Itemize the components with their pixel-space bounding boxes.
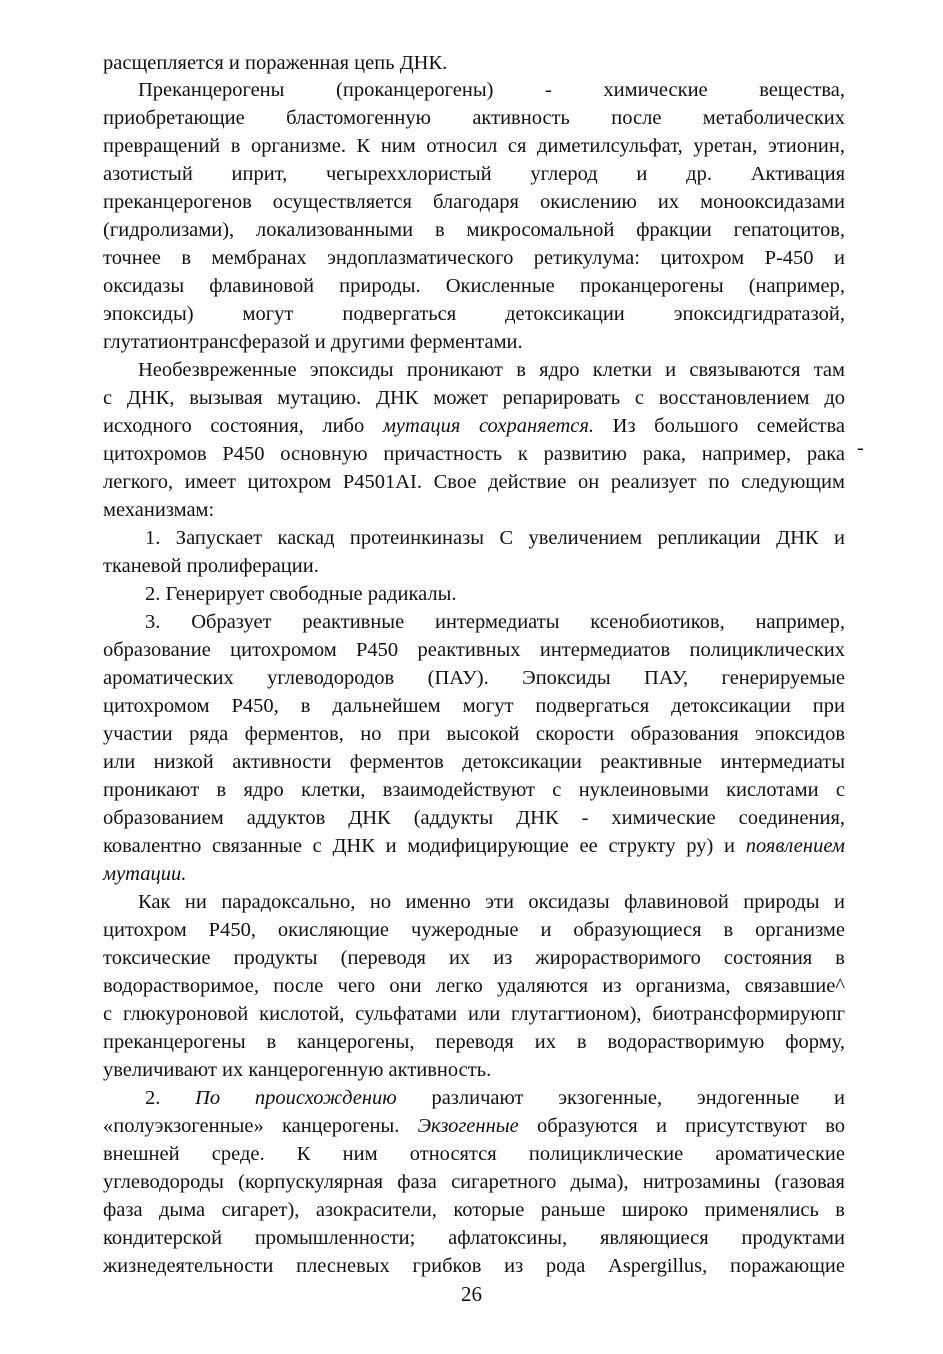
text-run: ковалентно связанные с ДНК и модифицирующие ее структу ру) и <box>103 835 746 857</box>
text-line: образование цитохромом Р450 реактивных интермедиатов полициклических <box>103 639 845 661</box>
text-line <box>103 861 845 888</box>
text-line: внешней среде. К ним относятся полициклические ароматические <box>103 1143 845 1165</box>
text-run: «полуэкзогенные» канцерогены. <box>103 1115 418 1137</box>
text-line: или низкой активности ферментов детоксикации реактивные интермедиаты <box>103 751 845 773</box>
text-line: цитохром Р450, окисляющие чужеродные и образующиеся в организме <box>103 919 845 941</box>
italic-phrase: появлением <box>745 835 845 857</box>
text-line: приобретающие бластомогенную активность после метаболических <box>103 107 845 129</box>
text-line: водорастворимое, после чего они легко удаляются из организма, связавшие^ <box>103 975 845 997</box>
text-run: Из большого семейства <box>594 415 845 437</box>
text-line: участии ряда ферментов, но при высокой скорости образования эпоксидов <box>103 723 845 745</box>
italic-phrase: мутация сохраняется. <box>382 415 595 437</box>
text-line: превращений в организме. К ним относил ся диметилсульфат, уретан, этионин, <box>103 135 845 157</box>
text-line: кондитерской промышленности; афлатоксины, являющиеся продуктами <box>103 1227 845 1249</box>
text-line: эпоксиды) могут подвергаться детоксикации эпоксидгидратазой, <box>103 303 845 325</box>
text-line: 2. Генерирует свободные радикалы. <box>145 583 457 605</box>
text-line: механизмам: <box>103 499 215 521</box>
margin-dash: - <box>857 437 864 459</box>
text-line <box>103 413 845 440</box>
text-line: с ДНК, вызывая мутацию. ДНК может репарировать с восстановлением до <box>103 387 845 409</box>
text-line: расщепляется и пораженная цепь ДНК. <box>103 52 448 74</box>
text-line <box>103 1113 845 1140</box>
text-line: тканевой пролиферации. <box>103 555 319 577</box>
text-line: Как ни парадоксально, но именно эти оксидазы флавиновой природы и <box>138 891 845 913</box>
text-line: цитохромов Р450 основную причастность к развитию рака, например, рака <box>103 443 845 465</box>
italic-phrase: По происхождению <box>195 1087 397 1109</box>
text-line: проникают в ядро клетки, взаимодействуют с нуклеиновыми кислотами с <box>103 779 845 801</box>
text-line <box>103 833 845 860</box>
text-line: образованием аддуктов ДНК (аддукты ДНК - химические соединения, <box>103 807 845 829</box>
text-line: точнее в мембранах эндоплазматического ретикулума: цитохром Р-450 и <box>103 247 845 269</box>
text-line: токсические продукты (переводя их из жирорастворимого состояния в <box>103 947 845 969</box>
text-line: глутатионтрансферазой и другими ферментами. <box>103 331 523 353</box>
text-line: фаза дыма сигарет), азокрасители, которые раньше широко применялись в <box>103 1199 845 1221</box>
text-line <box>145 1085 845 1112</box>
text-run: исходного состояния, либо <box>103 415 383 437</box>
text-line: 3. Образует реактивные интермедиаты ксенобиотиков, например, <box>145 611 845 633</box>
text-line: 1. Запускает каскад протеинкиназы С увеличением репликации ДНК и <box>145 527 845 549</box>
text-line: (гидролизами), локализованными в микросомальной фракции гепатоцитов, <box>103 219 845 241</box>
italic-phrase: мутации. <box>103 863 187 885</box>
italic-phrase: Экзогенные <box>417 1115 519 1137</box>
text-line: увеличивают их канцерогенную активность. <box>103 1059 492 1081</box>
text-run: различают экзогенные, эндогенные и <box>396 1087 846 1109</box>
text-line: с глюкуроновой кислотой, сульфатами или глутагтионом), биотрансформируюпг <box>103 1003 845 1025</box>
text-line: Необезвреженные эпоксиды проникают в ядро клетки и связываются там <box>138 359 845 381</box>
text-line: оксидазы флавиновой природы. Окисленные проканцерогены (например, <box>103 275 845 297</box>
text-run: образуются и присутствуют во <box>518 1115 845 1137</box>
page-number: 26 <box>461 1282 482 1306</box>
text-line: азотистый иприт, чегыреххлористый углерод и др. Активация <box>103 163 845 185</box>
text-line: жизнедеятельности плесневых грибков из рода Aspergillus, поражающие <box>103 1255 845 1277</box>
text-run: 2. <box>145 1087 196 1109</box>
text-line: углеводороды (корпускулярная фаза сигаретного дыма), нитрозамины (газовая <box>103 1171 845 1193</box>
text-line: легкого, имеет цитохром Р4501AI. Свое действие он реализует по следующим <box>103 471 845 493</box>
text-line: ароматических углеводородов (ПАУ). Эпоксиды ПАУ, генерируемые <box>103 667 845 689</box>
text-line: цитохромом Р450, в дальнейшем могут подвергаться детоксикации при <box>103 695 845 717</box>
text-line: преканцерогены в канцерогены, переводя их в водорастворимую форму, <box>103 1031 845 1053</box>
text-line: Преканцерогены (проканцерогены) - химические вещества, <box>138 79 845 101</box>
text-line: преканцерогенов осуществляется благодаря окислению их монооксидазами <box>103 191 845 213</box>
